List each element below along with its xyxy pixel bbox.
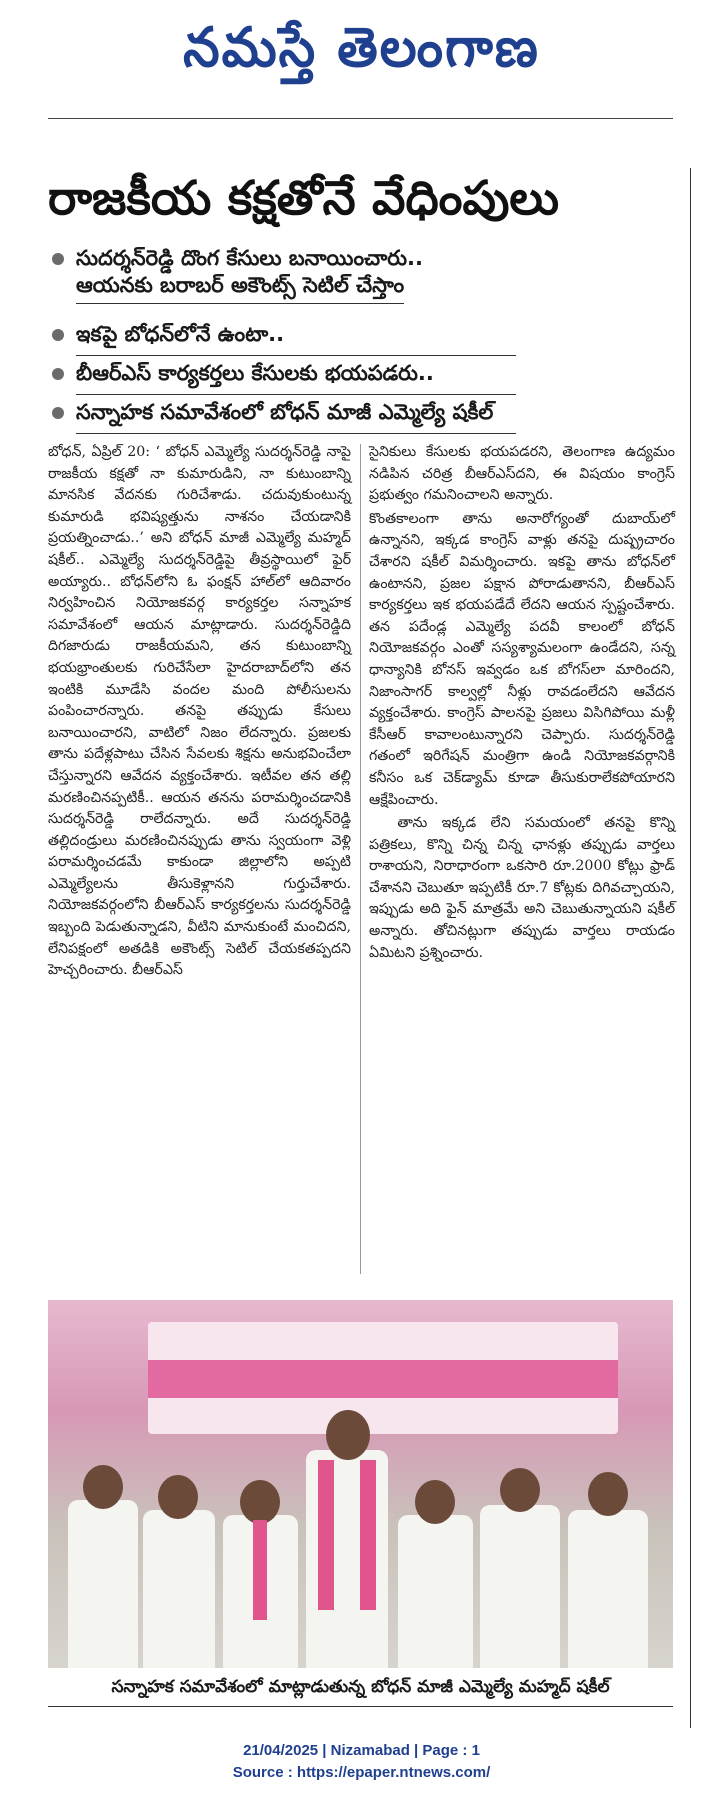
photo-figure-head [500, 1468, 540, 1512]
article-paragraph: తాను ఇక్కడ లేని సమయంలో తనపై కొన్ని పత్రికలు, కొన్ని చిన్న చిన్న ఛానళ్లు తప్పుడు వార్తలు రాశాయని, నిరాధారంగా ఒకసారి రూ.2000 కోట్లు ఫ్రాడ్ చేశానని చెబుతూ ఇప్పటికీ రూ.7 కోట్లకు దిగివచ్చాయని, ఇప్పుడు అది ఫైన్ మాత్రమే అని చెబుతున్నాయని షకీల్ అన్నారు. తోచినట్లుగా తప్పుడు వార్తలు రాయడం ఏమిటని ప్రశ్నించారు. [369, 815, 675, 961]
photo-caption: సన్నాహక సమావేశంలో మాట్లాడుతున్న బోధన్ మాజీ ఎమ్మెల్యే మహ్మద్ షకీల్ [111, 1677, 610, 1697]
masthead-rule [48, 118, 673, 119]
footer-dateline: 21/04/2025 | Nizamabad | Page : 1 [243, 1742, 480, 1759]
caption-rule [48, 1706, 673, 1707]
photo-speaker-head [326, 1410, 370, 1460]
photo-scarf [318, 1460, 334, 1610]
article-paragraph: కొంతకాలంగా తాను అనారోగ్యంతో దుబాయ్‌లో ఉన్నానని, ఇక్కడ కాంగ్రెస్ వాళ్లు తనపై దుష్ప్రచారం చేశారని షకీల్ విమర్శించారు. ఇకపై తాను బోధన్‌లో ఉంటానని, ప్రజల పక్షాన పోరాడుతానని, బీఆర్‌ఎస్ కార్యకర్తలు ఇక భయపడేదే లేదని ఆయన స్పష్టంచేశారు. తన పదేండ్ల ఎమ్మెల్యే పదవీ కాలంలో బోధన్ నియోజకవర్గం ఎంతో సస్యశ్యామలంగా ఉండేదని, సన్న ధాన్యానికి బోనస్ ఇవ్వడం ఒక బోగస్‌లా మారిందని, నిజాంసాగర్ కాల్వల్లో నీళ్లు రావడంలేదని ఆవేదన వ్యక్తంచేశారు. కాంగ్రెస్ పాలనపై ప్రజలు విసిగిపోయి మళ్లీ కేసీఆర్ కావాలంటున్నారని చెప్పారు. సుదర్శన్‌రెడ్డి గతంలో ఇరిగేషన్ మంత్రిగా ఉండి నియోజకవర్గానికి కనీసం ఒక చెక్‌డ్యామ్ కూడా తీసుకురాలేకపోయారని ఆక్షేపించారు. [369, 510, 675, 808]
photo-figure-head [588, 1472, 628, 1516]
bullet-dot-icon [52, 407, 64, 419]
subheadline-bullets [48, 245, 668, 439]
bullet-dot-icon [52, 329, 64, 341]
bullet-divider [76, 433, 516, 434]
news-photo [48, 1300, 673, 1668]
bullet-dot-icon [52, 368, 64, 380]
bullet-divider [76, 394, 516, 395]
photo-figure [480, 1505, 560, 1668]
photo-scarf [253, 1520, 267, 1620]
page-edge-rule [690, 168, 691, 1728]
footer-source-link[interactable]: Source : https://epaper.ntnews.com/ [232, 1764, 491, 1781]
headline: రాజకీయ కక్షతోనే వేధింపులు [48, 171, 559, 226]
bullet-line: సన్నాహక సమావేశంలో బోధన్ మాజీ ఎమ్మెల్యే షకీల్ [76, 400, 494, 424]
photo-figure [68, 1500, 138, 1668]
photo-figure-head [240, 1480, 280, 1524]
photo-figure [568, 1510, 648, 1668]
masthead [0, 8, 723, 88]
bullet-line: ఆయనకు బరాబర్ అకౌంట్స్ సెటిల్ చేస్తాం [76, 272, 404, 304]
article-column-left [48, 442, 351, 984]
photo-figure-head [83, 1465, 123, 1509]
bullet-divider [76, 355, 516, 356]
article-paragraph: బోధన్, ఏప్రిల్ 20: ‘ బోధన్ ఎమ్మెల్యే సుదర్శన్‌రెడ్డి నాపై రాజకీయ కక్షతో నా కుమారుడిని, నా కుటుంబాన్ని మానసిక వేదనకు గురిచేశాడు. చదువుకుంటున్న కుమారుడి భవిష్యత్తును నాశనం చేయడానికి ప్రయత్నించాడు..’ అని బోధన్ మాజీ ఎమ్మెల్యే మహ్మద్ షకీల్.. ఎమ్మెల్యే సుదర్శన్‌రెడ్డిపై తీవ్రస్థాయిలో ఫైర్ అయ్యారు.. బోధన్‌లోని ఓ ఫంక్షన్ హాల్‌లో ఆదివారం నిర్వహించిన నియోజకవర్గ కార్యకర్తల సన్నాహక సమావేశంలో ఆయన మాట్లాడారు. సుదర్శన్‌రెడ్డిది దిగజారుడు రాజకీయమని, తన కుటుంబాన్ని భయభ్రాంతులకు గురిచేసేలా హైదరాబాద్‌లోని తన ఇంటికి మూడేసి వందల మంది పోలీసులను పంపించారన్నారు. తనపై తప్పుడు కేసులు బనాయించారని, వాటిలో నిజం లేదన్నారు. ప్రజలకు తాను పదేళ్లపాటు చేసిన సేవలకు శిక్షను అనుభవించేలా చేస్తున్నారని ఆవేదన వ్యక్తంచేశారు. ఇటీవల తన తల్లి మరణించినప్పటికీ.. ఆయన తనను పరామర్శించడానికి సుదర్శన్‌రెడ్డి రాలేదన్నారు. అదే సుదర్శన్‌రెడ్డి తల్లిదండ్రులు మరణించినప్పుడు తాను స్వయంగా వెళ్లి పరామర్శించడమే కాకుండా జిల్లాలోని అప్పటి ఎమ్మెల్యేలను తీసుకెళ్లానని గుర్తుచేశారు. నియోజకవర్గంలోని బీఆర్‌ఎస్ కార్యకర్తలను సుదర్శన్‌రెడ్డి ఇబ్బంది పెడుతున్నాడని, వీటిని మానుకుంటే మంచిదని, లేనిపక్షంలో అతడికి అకౌంట్స్ సెటిల్ చేయకతప్పదని హెచ్చరించారు. బీఆర్‌ఎస్ [48, 444, 351, 979]
photo-figure [143, 1510, 215, 1668]
bullet-dot-icon [52, 253, 64, 265]
photo-figure-head [415, 1480, 455, 1524]
photo-figure-head [158, 1475, 198, 1519]
page-footer [0, 1740, 723, 1784]
article-column-right [369, 442, 675, 966]
bullet-line: ఇకపై బోధన్‌లోనే ఉంటా.. [76, 322, 285, 346]
bullet-point [48, 245, 668, 321]
photo-figure [398, 1515, 473, 1668]
banner-strip [148, 1360, 618, 1398]
bullet-line: సుదర్శన్‌రెడ్డి దొంగ కేసులు బనాయించారు.. [76, 246, 423, 270]
photo-scarf [360, 1460, 376, 1610]
column-divider [360, 444, 361, 1274]
event-banner-graphic [148, 1322, 618, 1434]
masthead-title: నమస్తే తెలంగాణ [183, 15, 540, 80]
bullet-line: బీఆర్‌ఎస్ కార్యకర్తలు కేసులకు భయపడరు.. [76, 361, 434, 385]
article-paragraph: సైనికులు కేసులకు భయపడరని, తెలంగాణ ఉద్యమం నడిపిన చరిత్ర బీఆర్‌ఎస్‌దని, ఈ విషయం కాంగ్రెస్ ప్రభుత్వం గమనించాలని అన్నారు. [369, 444, 675, 504]
